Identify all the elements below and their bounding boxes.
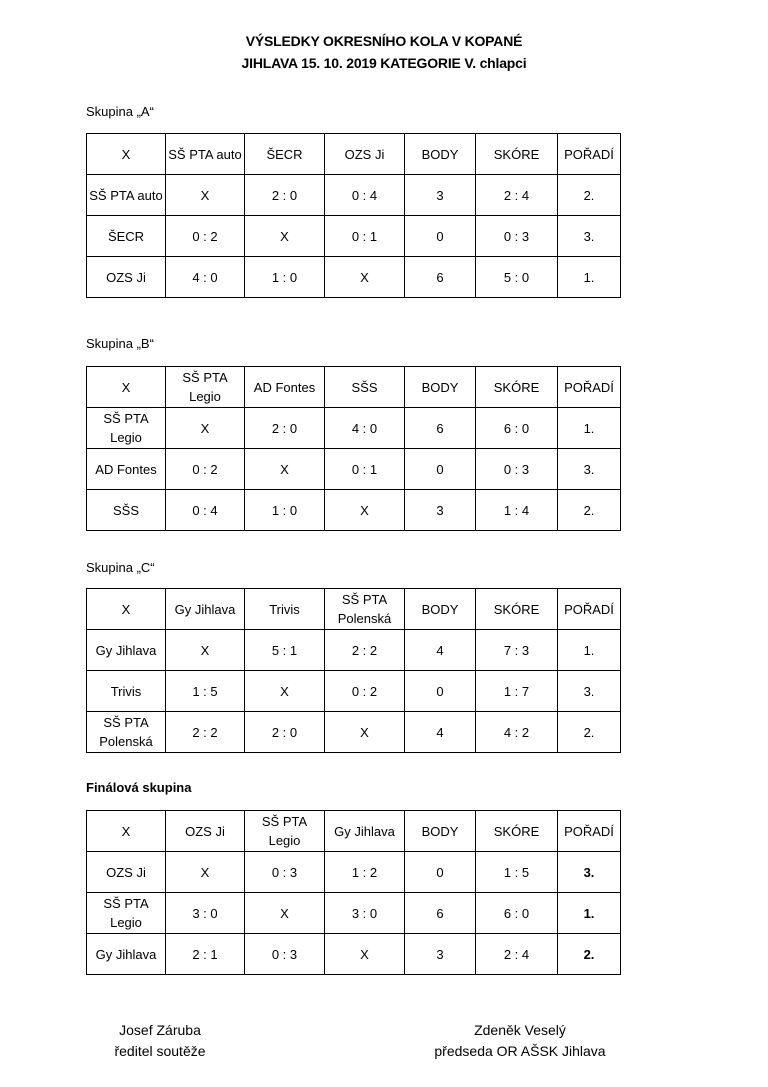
table-cell: X [325,934,405,975]
table-header-row [87,811,621,852]
table-row [87,490,621,531]
table-cell: X [166,408,245,449]
column-header: SKÓRE [476,367,558,408]
column-header: SŠS [325,367,405,408]
table-cell: 0 : 3 [476,216,558,257]
column-header: SŠ PTA auto [166,134,245,175]
rank-cell: 2. [558,175,621,216]
group-label: Skupina „A“ [86,104,154,119]
table-cell: 0 [405,216,476,257]
table-cell: 2 : 4 [476,175,558,216]
rank-cell: 2. [558,712,621,753]
team-name-cell: AD Fontes [87,449,166,490]
table-header-row [87,589,621,630]
results-table [86,810,621,975]
table-cell: 6 [405,893,476,934]
column-header: X [87,589,166,630]
rank-cell: 1. [558,408,621,449]
column-header: SKÓRE [476,134,558,175]
rank-cell: 2. [558,934,621,975]
table-cell: 4 : 0 [166,257,245,298]
table-cell: 4 : 0 [325,408,405,449]
table-header-row [87,367,621,408]
table-cell: 2 : 1 [166,934,245,975]
column-header: POŘADÍ [558,367,621,408]
team-name-cell: Trivis [87,671,166,712]
table-cell: 0 : 2 [325,671,405,712]
table-cell: 3 [405,490,476,531]
rank-cell: 3. [558,449,621,490]
team-name-cell: OZS Ji [87,257,166,298]
table-row [87,257,621,298]
table-cell: 1 : 7 [476,671,558,712]
team-name-cell: Gy Jihlava [87,934,166,975]
results-table [86,366,621,531]
rank-cell: 1. [558,257,621,298]
table-cell: 0 [405,671,476,712]
rank-cell: 2. [558,490,621,531]
team-name-cell: ŠECR [87,216,166,257]
table-cell: 0 : 1 [325,449,405,490]
table-cell: X [245,671,325,712]
group-label: Skupina „C“ [86,560,155,575]
table-cell: 2 : 4 [476,934,558,975]
table-cell: 0 : 3 [245,852,325,893]
table-row [87,712,621,753]
table-cell: X [325,490,405,531]
table-cell: 1 : 0 [245,257,325,298]
group-label: Skupina „B“ [86,336,154,351]
column-header: Trivis [245,589,325,630]
rank-cell: 1. [558,893,621,934]
table-cell: X [166,630,245,671]
column-header: BODY [405,134,476,175]
team-name-cell: OZS Ji [87,852,166,893]
rank-cell: 3. [558,216,621,257]
team-name-cell: SŠ PTA auto [87,175,166,216]
column-header: SŠ PTA Legio [245,811,325,852]
column-header: SŠ PTA Legio [166,367,245,408]
results-table [86,588,621,753]
table-cell: 1 : 5 [166,671,245,712]
table-cell: 2 : 0 [245,175,325,216]
table-cell: X [245,449,325,490]
table-cell: 0 : 2 [166,216,245,257]
table-cell: 0 : 1 [325,216,405,257]
results-table [86,133,621,298]
rank-cell: 3. [558,671,621,712]
column-header: SŠ PTA Polenská [325,589,405,630]
table-cell: 4 [405,630,476,671]
table-cell: 6 : 0 [476,893,558,934]
table-cell: 5 : 0 [476,257,558,298]
column-header: X [87,367,166,408]
table-cell: X [245,893,325,934]
table-cell: 0 : 4 [166,490,245,531]
rank-cell: 3. [558,852,621,893]
table-cell: 0 [405,449,476,490]
signature-right-role: předseda OR AŠSK Jihlava [434,1043,606,1059]
column-header: ŠECR [245,134,325,175]
group-label: Finálová skupina [86,780,192,795]
table-cell: 1 : 5 [476,852,558,893]
table-cell: 3 : 0 [166,893,245,934]
table-cell: 2 : 2 [325,630,405,671]
table-cell: 6 [405,257,476,298]
column-header: OZS Ji [166,811,245,852]
table-cell: 6 [405,408,476,449]
table-cell: 0 : 2 [166,449,245,490]
column-header: X [87,134,166,175]
table-cell: 2 : 0 [245,712,325,753]
table-row [87,934,621,975]
table-cell: 5 : 1 [245,630,325,671]
table-cell: 4 : 2 [476,712,558,753]
table-row [87,408,621,449]
table-cell: 7 : 3 [476,630,558,671]
signature-left [90,1020,230,1062]
table-cell: 0 : 3 [245,934,325,975]
table-row [87,671,621,712]
column-header: BODY [405,589,476,630]
document-title-line2: JIHLAVA 15. 10. 2019 KATEGORIE V. chlapci [241,55,527,71]
table-row [87,216,621,257]
table-cell: X [166,852,245,893]
table-row [87,852,621,893]
column-header: X [87,811,166,852]
table-cell: 1 : 4 [476,490,558,531]
table-cell: X [325,257,405,298]
table-cell: 2 : 0 [245,408,325,449]
table-cell: X [325,712,405,753]
table-cell: 3 [405,934,476,975]
table-header-row [87,134,621,175]
column-header: BODY [405,367,476,408]
column-header: Gy Jihlava [325,811,405,852]
table-cell: X [245,216,325,257]
table-cell: 0 : 3 [476,449,558,490]
table-cell: 2 : 2 [166,712,245,753]
table-cell: 0 [405,852,476,893]
column-header: SKÓRE [476,589,558,630]
table-cell: X [166,175,245,216]
column-header: POŘADÍ [558,589,621,630]
signature-left-name: Josef Záruba [119,1022,201,1038]
signature-right-name: Zdeněk Veselý [474,1022,566,1038]
column-header: POŘADÍ [558,811,621,852]
team-name-cell: SŠ PTA Legio [87,408,166,449]
column-header: Gy Jihlava [166,589,245,630]
table-cell: 1 : 0 [245,490,325,531]
column-header: BODY [405,811,476,852]
table-cell: 3 [405,175,476,216]
table-row [87,449,621,490]
table-cell: 6 : 0 [476,408,558,449]
table-cell: 4 [405,712,476,753]
rank-cell: 1. [558,630,621,671]
table-cell: 1 : 2 [325,852,405,893]
team-name-cell: SŠS [87,490,166,531]
column-header: OZS Ji [325,134,405,175]
column-header: POŘADÍ [558,134,621,175]
signature-right [405,1020,635,1062]
column-header: AD Fontes [245,367,325,408]
signature-left-role: ředitel soutěže [114,1043,206,1059]
column-header: SKÓRE [476,811,558,852]
team-name-cell: SŠ PTA Polenská [87,712,166,753]
table-row [87,893,621,934]
team-name-cell: Gy Jihlava [87,630,166,671]
table-row [87,175,621,216]
team-name-cell: SŠ PTA Legio [87,893,166,934]
table-cell: 3 : 0 [325,893,405,934]
table-row [87,630,621,671]
table-cell: 0 : 4 [325,175,405,216]
document-title-line1: VÝSLEDKY OKRESNÍHO KOLA V KOPANÉ [245,33,523,49]
